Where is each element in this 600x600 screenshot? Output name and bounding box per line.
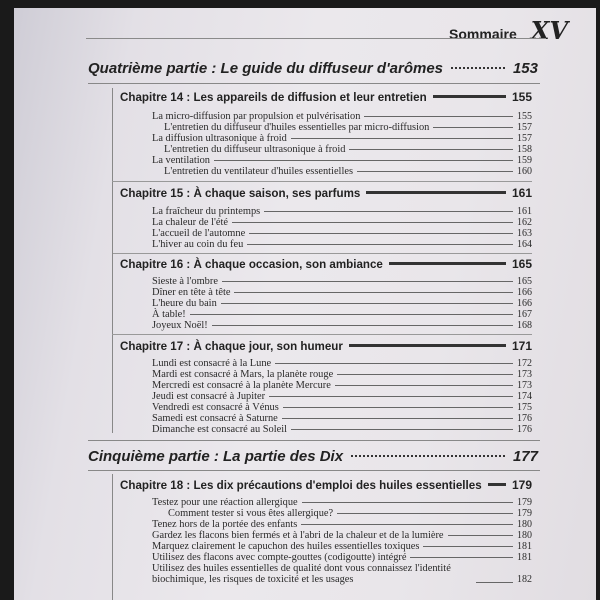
- chapter-heading: [120, 90, 532, 104]
- chapter-page: 179: [511, 478, 532, 492]
- toc-entry: Tenez hors de la portée des enfants 180: [152, 519, 532, 530]
- part-rule: [88, 470, 540, 471]
- chapter-title: Chapitre 15 : À chaque saison, ses parfums: [120, 187, 361, 200]
- chapter-page: 155: [511, 90, 532, 104]
- part-title: Quatrième partie : Le guide du diffuseur d'arômes: [88, 60, 444, 77]
- toc-entry: L'entretien du diffuseur d'huiles essentielles par micro-diffusion 157: [164, 122, 532, 133]
- toc-entry: Sieste à l'ombre 165: [152, 276, 532, 287]
- toc-entry: À table! 167: [152, 309, 532, 320]
- toc-entry: Gardez les flacons bien fermés et à l'abri de la chaleur et de la lumière 180: [152, 530, 532, 541]
- chapter-heading: [120, 186, 532, 200]
- chapter-title: Chapitre 16 : À chaque occasion, son ambiance: [120, 258, 383, 271]
- chapter-heading: [120, 339, 532, 353]
- toc-entry: La fraîcheur du printemps 161: [152, 206, 532, 217]
- toc-entry: L'accueil de l'automne 163: [152, 228, 532, 239]
- dot-leader: [351, 455, 505, 457]
- chapter-page: 161: [511, 186, 532, 200]
- toc-entry: La diffusion ultrasonique à froid 157: [152, 133, 532, 144]
- chapter-title: Chapitre 18 : Les dix précautions d'emploi des huiles essentielles: [120, 479, 482, 492]
- toc-entry: Marquez clairement le capuchon des huiles essentielles toxiques 181: [152, 541, 532, 552]
- part-heading: [88, 60, 538, 77]
- part-page: 177: [512, 448, 538, 465]
- page-header: [449, 16, 568, 45]
- toc-entry: Mardi est consacré à Mars, la planète rouge 173: [152, 369, 532, 380]
- part-title: Cinquième partie : La partie des Dix: [88, 448, 344, 465]
- toc-entry: L'hiver au coin du feu 164: [152, 239, 532, 250]
- chapter-title: Chapitre 17 : À chaque jour, son humeur: [120, 340, 343, 353]
- toc-entry: Testez pour une réaction allergique 179: [152, 497, 532, 508]
- toc-entry: Dimanche est consacré au Soleil 176: [152, 424, 532, 435]
- toc-entry: Joyeux Noël! 168: [152, 320, 532, 331]
- toc-entry: Utilisez des flacons avec compte-gouttes (codigoutte) intégré 181: [152, 552, 532, 563]
- toc-entry: Lundi est consacré à la Lune 172: [152, 358, 532, 369]
- part-page: 153: [512, 60, 538, 77]
- toc-entry: Mercredi est consacré à la planète Mercure 173: [152, 380, 532, 391]
- chapter-page: 171: [511, 339, 532, 353]
- header-title: Sommaire: [449, 26, 517, 42]
- toc-entry: Dîner en tête à tête 166: [152, 287, 532, 298]
- toc-entry: Comment tester si vous êtes allergique? 179: [168, 508, 532, 519]
- toc-entry: La micro-diffusion par propulsion et pulvérisation 155: [152, 111, 532, 122]
- chapter-title: Chapitre 14 : Les appareils de diffusion et leur entretien: [120, 91, 427, 104]
- dot-leader: [451, 67, 505, 69]
- chapter-page: 165: [511, 257, 532, 271]
- part-rule: [88, 83, 540, 84]
- book-page: [14, 8, 596, 600]
- toc-entry: Vendredi est consacré à Vénus 175: [152, 402, 532, 413]
- toc-entry: Jeudi est consacré à Jupiter 174: [152, 391, 532, 402]
- toc-entry: Samedi est consacré à Saturne 176: [152, 413, 532, 424]
- toc-entry: L'heure du bain 166: [152, 298, 532, 309]
- chapter-heading: [120, 257, 532, 271]
- toc-entry: L'entretien du diffuseur ultrasonique à froid 158: [164, 144, 532, 155]
- toc-entry: La chaleur de l'été 162: [152, 217, 532, 228]
- chapter-heading: [120, 478, 532, 492]
- toc-entry: L'entretien du ventilateur d'huiles essentielles 160: [164, 166, 532, 177]
- toc-entry: La ventilation 159: [152, 155, 532, 166]
- header-rule: [86, 38, 546, 39]
- toc-entry: Utilisez des huiles essentielles de qualité dont vous connaissez l'identité biochimique, les risques de toxicité et les usages 182: [152, 563, 532, 585]
- header-page-number: XV: [530, 16, 568, 45]
- part-heading: [88, 448, 538, 465]
- part-rule: [88, 440, 540, 441]
